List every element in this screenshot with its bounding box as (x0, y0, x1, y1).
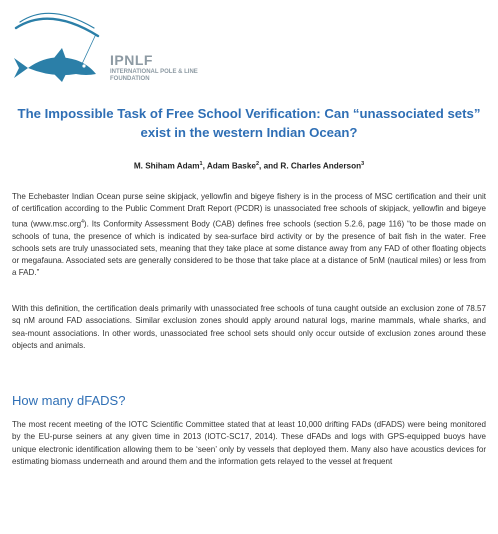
paragraph-text: ). Its Conformity Assessment Body (CAB) defines free schools (section 5.2.6, page 116) “to be those made on schools of tuna, the presence of which is indicated by sea-surface bird activity or by the presence of bait fish in the water. Free schools sets are truly unassociated sets, meaning that they take place at some distance away from any FAD of other floating objects or megafauna. Associated sets are generally considered to be those that take place at a distance of 5nM (nautical miles) or less from a FAD.” (12, 219, 486, 278)
author-separator: , (202, 161, 207, 171)
document-title: The Impossible Task of Free School Verification: Can “unassociated sets” exist in the western Indian Ocean? (17, 106, 481, 140)
logo-name: IPNLF (110, 52, 153, 68)
author-name: R. Charles Anderson (280, 161, 362, 171)
author-separator: , and (259, 161, 281, 171)
author-name: M. Shiham Adam (133, 161, 200, 171)
author-list (8, 161, 490, 171)
author-name: Adam Baske (206, 161, 256, 171)
affiliation-mark: 3 (361, 161, 365, 167)
affiliation-mark: 2 (255, 161, 260, 167)
paragraph-definition: With this definition, the certification deals primarily with unassociated free schools of tuna caught outside an exclusion zone of 78.57 sq nM around FAD associations. Similar exclusion zones should apply around natural logs, marine mammals, whale sharks, and sea-mount associations. In other words, unassociated free school sets should only occur outside of exclusion zones around these objects and animals. (12, 304, 486, 350)
logo-subtitle: INTERNATIONAL POLE & LINE FOUNDATION (110, 69, 198, 82)
section-heading: How many dFADS? (12, 393, 126, 408)
paragraph-text: The Echebaster Indian Ocean purse seine skipjack, yellowfin and bigeye fishery is in the process of MSC certification and their unit of certification according to the Public Comment Draft Report (PCDR) is unassociated free schools of skipjack, yellowfin and bigeye tuna (www.msc.org (12, 192, 486, 229)
footnote-mark: 4 (81, 218, 84, 225)
fisherman-tuna-icon (10, 8, 120, 88)
paragraph-dfads: The most recent meeting of the IOTC Scientific Committee stated that at least 10,000 drifting FADs (dFADS) were being monitored by the EU-purse seiners at any given time in 2013 (IOTC-SC17, 2014). These dFADs and logs with GPS-equipped buoys have unique electronic identification allowing them to be ‘seen’ only by vessels that deployed them. Many also have acoustics devices for estimating biomass underneath and around them and the information gets relayed to the vessel at frequent (12, 420, 486, 466)
paragraph-intro (12, 191, 486, 280)
ipnlf-logo (10, 8, 210, 90)
affiliation-mark: 1 (199, 161, 203, 167)
